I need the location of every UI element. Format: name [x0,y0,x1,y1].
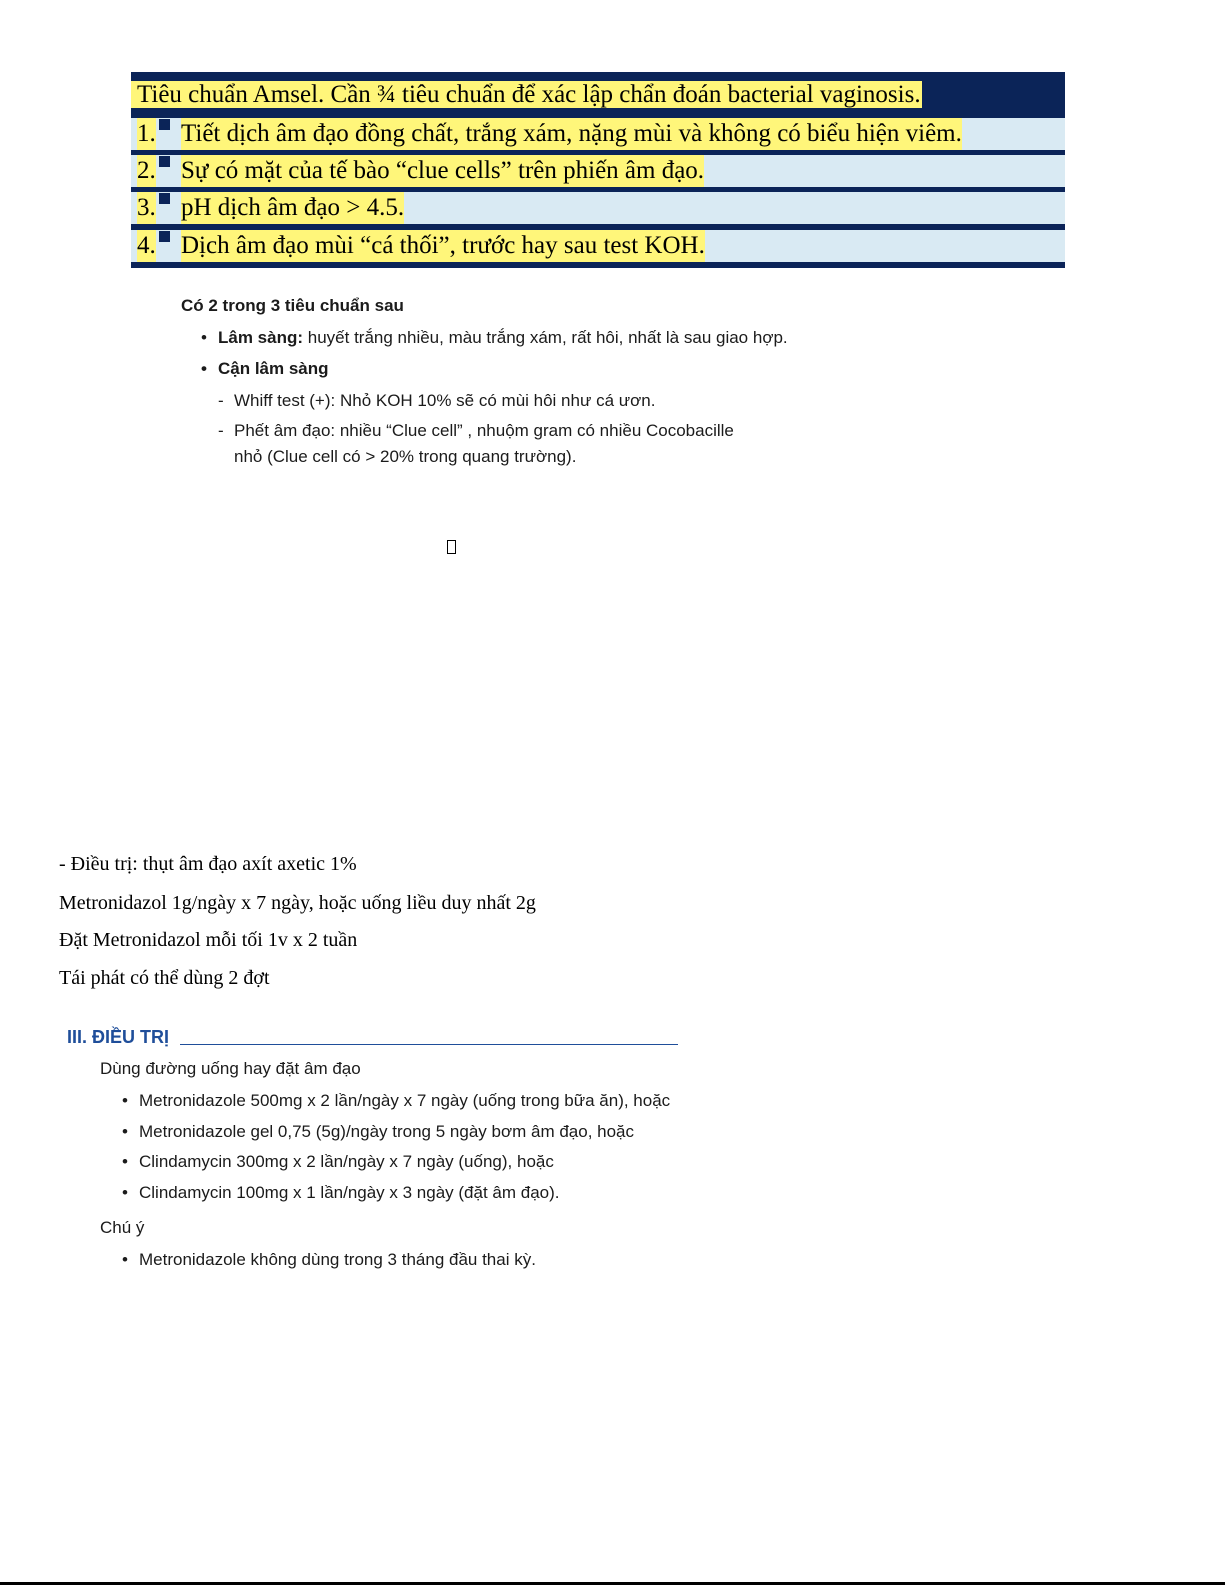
note-title: Chú ý [100,1218,145,1237]
amsel-item-number: 1. [137,118,156,150]
treatment-line: - Điều trị: thụt âm đạo axít axetic 1% [59,853,357,875]
amsel-item-text: Dịch âm đạo mùi “cá thối”, trước hay sau test KOH. [181,230,705,262]
bullet-square-icon [159,193,170,204]
amsel-item [131,230,1065,262]
amsel-item-number: 2. [137,155,156,187]
section-heading: III. ĐIỀU TRỊ [67,1027,170,1047]
bullet-square-icon [159,231,170,242]
amsel-item-text: Sự có mặt của tế bào “clue cells” trên phiến âm đạo. [181,155,704,187]
treatment-bullet: • Clindamycin 300mg x 2 lần/ngày x 7 ngày (uống), hoặc [139,1152,554,1172]
amsel-item-text: pH dịch âm đạo > 4.5. [181,192,404,224]
amsel-header-text: Tiêu chuẩn Amsel. Cần ¾ tiêu chuẩn để xác lập chẩn đoán bacterial vaginosis. [131,81,922,108]
criteria-paraclinical: • Cận lâm sàng [218,359,329,379]
section-subtitle: Dùng đường uống hay đặt âm đạo [100,1059,361,1078]
treatment-line: Metronidazol 1g/ngày x 7 ngày, hoặc uống liều duy nhất 2g [59,892,536,914]
smear-line-2: nhỏ (Clue cell có > 20% trong quang trường). [234,447,577,466]
criteria-title: Có 2 trong 3 tiêu chuẩn sau [181,296,404,315]
treatment-bullet: • Metronidazole gel 0,75 (5g)/ngày trong 5 ngày bơm âm đạo, hoặc [139,1122,634,1142]
missing-glyph-icon [447,540,456,554]
amsel-item [131,118,1065,150]
amsel-header [131,79,1065,112]
whiff-test: - Whiff test (+): Nhỏ KOH 10% sẽ có mùi hôi như cá ươn. [234,391,655,411]
bullet-square-icon [159,119,170,130]
criteria-clinical [218,328,788,348]
treatment-bullet: • Metronidazole 500mg x 2 lần/ngày x 7 ngày (uống trong bữa ăn), hoặc [139,1091,670,1111]
amsel-item [131,155,1065,187]
treatment-line: Tái phát có thể dùng 2 đợt [59,967,270,989]
treatment-line: Đặt Metronidazol mỗi tối 1v x 2 tuần [59,929,358,951]
amsel-item-number: 4. [137,230,156,262]
amsel-criteria-table [131,72,1065,268]
smear-line-1: - Phết âm đạo: nhiều “Clue cell” , nhuộm gram có nhiều Cocobacille [234,421,734,441]
clinical-label: Lâm sàng: [218,328,304,347]
amsel-item [131,192,1065,224]
treatment-bullet: • Clindamycin 100mg x 1 lần/ngày x 3 ngày (đặt âm đạo). [139,1183,560,1203]
clinical-text: huyết trắng nhiều, màu trắng xám, rất hôi, nhất là sau giao hợp. [303,328,788,347]
amsel-item-text: Tiết dịch âm đạo đồng chất, trắng xám, nặng mùi và không có biểu hiện viêm. [181,118,962,150]
bullet-square-icon [159,156,170,167]
note-bullet: • Metronidazole không dùng trong 3 tháng đầu thai kỳ. [139,1250,536,1270]
amsel-item-number: 3. [137,192,156,224]
section-divider [180,1044,678,1045]
